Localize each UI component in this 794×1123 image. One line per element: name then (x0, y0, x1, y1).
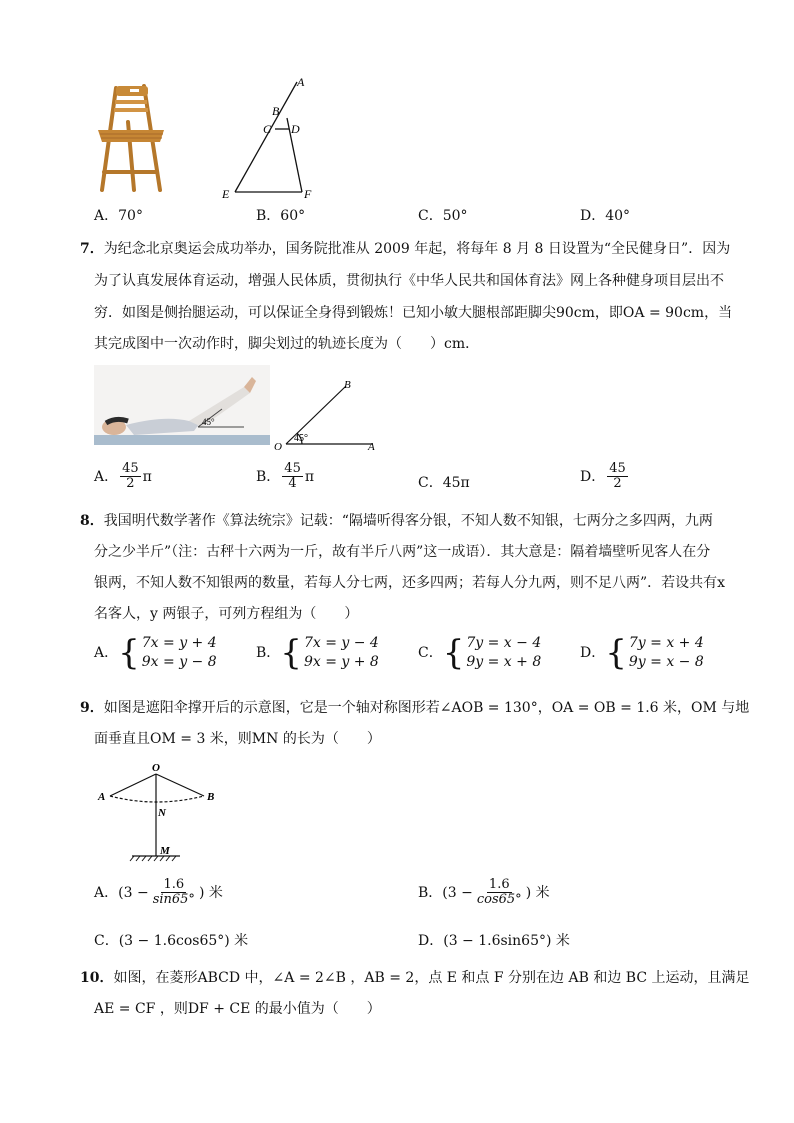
q6-option-a[interactable]: A．70° (94, 208, 143, 224)
q6-option-b[interactable]: B．60° (256, 208, 306, 224)
q7-option-d[interactable]: D． $\frac{45}{2}$ (580, 461, 626, 492)
angle-label: 45° (294, 433, 308, 444)
q8-line-2: 分之少半斤”（注：古秤十六两为一斤，故有半斤八两”这一成语）．其大意是：隔着墙壁听见客人在分 (94, 544, 711, 560)
q8-line-1: 8．我国明代数学著作《算法统宗》记载：“隔墙听得客分银，不知人数不知银，七两分之多四两，九两 (80, 513, 713, 529)
fig-label-c: C (263, 122, 272, 136)
fig-label-n: N (158, 807, 166, 819)
fig-label-b: B (344, 379, 351, 391)
q9-line-1: 9．如图是遮阳伞撑开后的示意图，它是一个轴对称图形若∠AOB = 130°，OA = OB = 1.6 米，OM 与地 (80, 700, 750, 716)
q10-line-1: 10．如图，在菱形ABCD 中，∠A = 2∠B ，AB = 2，点 E 和点 F 分别在边 AB 和边 BC 上运动，且满足 (80, 970, 750, 986)
q8-option-b[interactable]: B． { 7x = y − 4 9x = y + 8 (256, 632, 379, 673)
folding-chair-image (94, 82, 172, 198)
umbrella-diagram (94, 760, 234, 864)
angle-diagram (272, 374, 382, 454)
q9-line-2: 面垂直且OM = 3 米，则MN 的长为（ ） (94, 731, 381, 747)
q9-option-b[interactable]: B．(3 − $\frac{1.6}{\cos 65^\circ}$ ) 米 (418, 877, 550, 908)
q7-line-2: 为了认真发展体育运动，增强人民体质，贯彻执行《中华人民共和国体育法》网上各种健身项目层出不 (94, 273, 724, 289)
q9-option-d[interactable]: D．(3 − 1.6sin65°) 米 (418, 933, 570, 949)
fig-label-a: A (368, 441, 375, 453)
fig-label-b: B (207, 791, 215, 803)
q7-option-b[interactable]: B． $\frac{45}{4}$ π (256, 461, 315, 492)
fig-label-a: A (98, 791, 106, 803)
q7-option-a[interactable]: A． $\frac{45}{2}$ π (94, 461, 152, 492)
q7-option-c[interactable]: C．45π (418, 475, 470, 491)
q9-option-c[interactable]: C．(3 − 1.6cos65°) 米 (94, 933, 249, 949)
fig-label-d: D (291, 122, 300, 136)
q10-line-2: AE = CF ，则DF + CE 的最小值为（ ） (94, 1001, 381, 1017)
fig-label-e: E (222, 187, 230, 201)
q8-option-d[interactable]: D． { 7y = x + 4 9y = x − 8 (580, 632, 704, 673)
leg-raise-photo (94, 365, 270, 445)
fig-label-f: F (304, 187, 312, 201)
fig-label-m: M (160, 845, 170, 857)
q8-option-c[interactable]: C． { 7y = x − 4 9y = x + 8 (418, 632, 542, 673)
fig-label-o: O (274, 441, 282, 453)
triangle-figure (215, 76, 325, 202)
q6-option-c[interactable]: C．50° (418, 208, 468, 224)
q8-line-3: 银两，不知人数不知银两的数量，若每人分七两，还多四两；若每人分九两，则不足八两”．若设共有x (94, 575, 726, 591)
q6-option-d[interactable]: D．40° (580, 208, 631, 224)
q7-line-1: 7．为纪念北京奥运会成功举办，国务院批准从 2009 年起，将每年 8 月 8 日设置为“全民健身日”．因为 (80, 241, 731, 257)
q9-option-a[interactable]: A．(3 − $\frac{1.6}{\sin 65^\circ}$ ) 米 (94, 877, 223, 908)
q7-line-3: 穷．如图是侧抬腿运动，可以保证全身得到锻炼！已知小敏大腿根部距脚尖90cm，即OA = 90cm，当 (94, 305, 733, 321)
fig-label-b: B (272, 104, 280, 118)
fig-label-o: O (152, 762, 160, 774)
q8-line-4: 名客人，y 两银子，可列方程组为（ ） (94, 606, 359, 622)
photo-angle-label: 45° (202, 417, 215, 427)
q8-option-a[interactable]: A． { 7x = y + 4 9x = y − 8 (94, 632, 217, 673)
q7-line-4: 其完成图中一次动作时，脚尖划过的轨迹长度为（ ）cm． (94, 336, 480, 352)
fig-label-a: A (297, 76, 305, 89)
